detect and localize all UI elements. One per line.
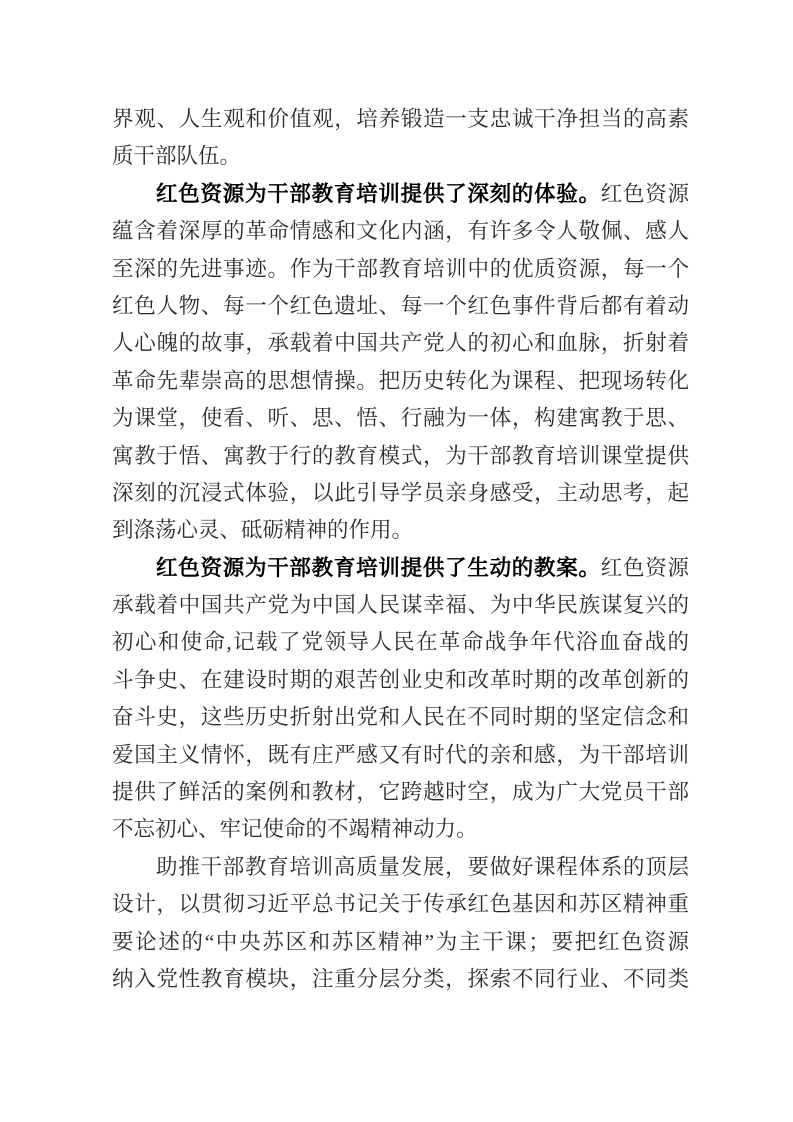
text-segment: 红色资源	[600, 181, 689, 206]
text-segment: 提供了鲜活的案例和教材，它跨越时空，成为广大党员干部	[112, 780, 689, 805]
text-line	[112, 737, 689, 774]
text-segment: 斗争史、在建设时期的艰苦创业史和改革时期的改革创新的	[112, 667, 689, 692]
text-line	[112, 961, 689, 998]
text-line	[112, 886, 689, 923]
text-segment: 人心魄的故事，承载着中国共产党人的初心和血脉，折射着	[112, 331, 689, 356]
text-line	[112, 363, 689, 400]
text-line	[112, 924, 689, 961]
text-segment: 红色资源	[600, 555, 689, 580]
text-segment: 要论述的“中央苏区和苏区精神”为主干课；要把红色资源	[112, 929, 689, 954]
text-line	[112, 251, 689, 288]
text-segment: 纳入党性教育模块，注重分层分类，探索不同行业、不同类	[112, 966, 689, 991]
text-line	[112, 699, 689, 736]
text-line	[112, 400, 689, 437]
text-segment: 爱国主义情怀，既有庄严感又有时代的亲和感，为干部培训	[112, 742, 689, 767]
text-line	[112, 811, 689, 848]
text-segment: 寓教于悟、寓教于行的教育模式，为干部教育培训课堂提供	[112, 443, 689, 468]
text-segment: 承载着中国共产党为中国人民谋幸福、为中华民族谋复兴的	[112, 593, 689, 618]
text-segment: 奋斗史，这些历史折射出党和人民在不同时期的坚定信念和	[112, 705, 689, 730]
text-line	[112, 849, 689, 886]
text-segment: 为课堂，使看、听、思、悟、行融为一体，构建寓教于思、	[112, 406, 689, 431]
text-line	[112, 438, 689, 475]
text-segment: 红色人物、每一个红色遗址、每一个红色事件背后都有着动	[112, 293, 689, 318]
text-line	[112, 662, 689, 699]
text-line	[112, 512, 689, 549]
text-segment: 革命先辈崇高的思想情操。把历史转化为课程、把现场转化	[112, 368, 689, 393]
text-line	[112, 550, 689, 587]
text-line	[112, 475, 689, 512]
text-segment: 蕴含着深厚的革命情感和文化内涵，有许多令人敬佩、感人	[112, 219, 689, 244]
text-line	[112, 288, 689, 325]
text-line	[112, 325, 689, 362]
text-line	[112, 101, 689, 138]
text-segment: 到涤荡心灵、砥砺精神的作用。	[112, 518, 414, 543]
text-segment: 助推干部教育培训高质量发展，要做好课程体系的顶层	[156, 854, 689, 879]
text-segment: 至深的先进事迹。作为干部教育培训中的优质资源，每一个	[112, 256, 689, 281]
text-segment: 不忘初心、牢记使命的不竭精神动力。	[112, 817, 478, 842]
text-line	[112, 774, 689, 811]
text-segment: 深刻的沉浸式体验，以此引导学员亲身感受，主动思考，起	[112, 480, 689, 505]
text-line	[112, 587, 689, 624]
text-segment: 质干部队伍。	[112, 144, 242, 169]
text-line	[112, 176, 689, 213]
paragraph-lead-bold: 红色资源为干部教育培训提供了深刻的体验。	[156, 181, 601, 206]
text-segment: 界观、人生观和价值观，培养锻造一支忠诚干净担当的高素	[112, 107, 689, 131]
text-line	[112, 213, 689, 250]
document-body	[112, 101, 689, 998]
paragraph-lead-bold: 红色资源为干部教育培训提供了生动的教案。	[156, 555, 601, 580]
text-segment: 初心和使命,记载了党领导人民在革命战争年代浴血奋战的	[112, 630, 689, 655]
text-line	[112, 138, 689, 175]
text-line	[112, 624, 689, 661]
text-segment: 设计，以贯彻习近平总书记关于传承红色基因和苏区精神重	[112, 892, 689, 917]
